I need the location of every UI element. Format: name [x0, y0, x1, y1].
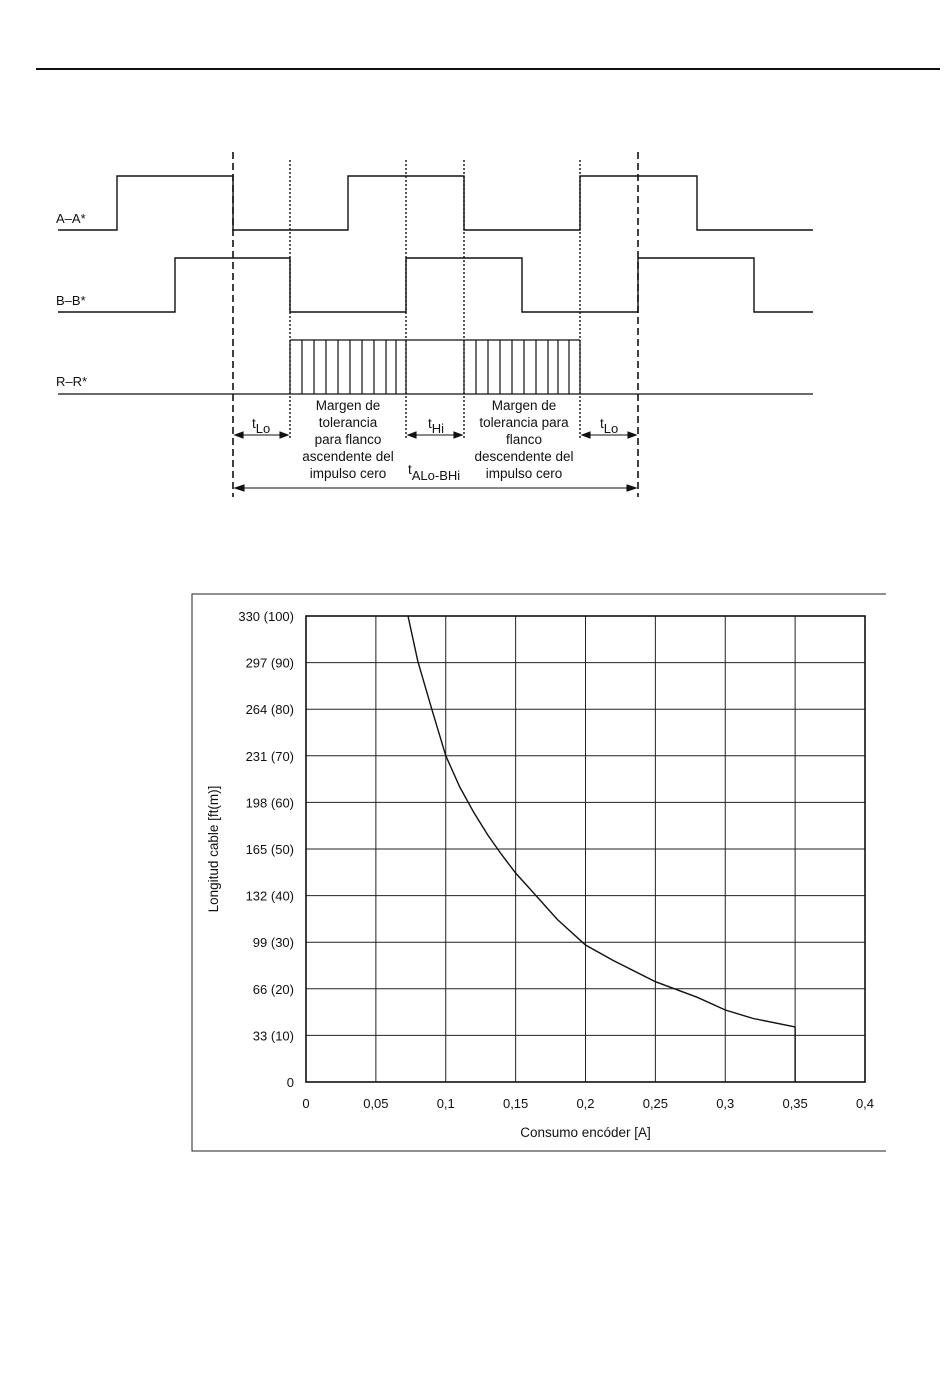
x-axis-label: Consumo encóder [A] — [520, 1125, 651, 1140]
svg-text:flanco: flanco — [505, 432, 543, 447]
series-line — [408, 616, 795, 1027]
svg-text:para flanco: para flanco — [314, 432, 382, 447]
y-tick-label: 198 (60) — [245, 795, 294, 811]
svg-text:impulso cero: impulso cero — [485, 466, 563, 481]
y-tick-label: 330 (100) — [238, 609, 294, 624]
x-tick-label: 0,2 — [576, 1096, 595, 1111]
signal-label-r: R–R* — [56, 374, 88, 389]
arrow-t-alo-bhi — [235, 485, 636, 491]
svg-text:descendente del: descendente del — [474, 449, 574, 464]
tolerance-block-rising — [290, 340, 406, 394]
waveform-a — [58, 176, 813, 230]
svg-text:tolerancia: tolerancia — [318, 415, 378, 430]
svg-text:tolerancia para: tolerancia para — [479, 415, 569, 430]
signal-label-a: A–A* — [56, 211, 86, 226]
y-tick-label: 99 (30) — [252, 935, 294, 951]
waveform-b — [58, 258, 813, 312]
tolerance-block-falling — [464, 340, 580, 394]
x-tick-label: 0,3 — [716, 1096, 735, 1111]
y-tick-label: 231 (70) — [245, 748, 294, 764]
signal-label-b: B–B* — [56, 293, 86, 308]
chart-frame — [192, 594, 886, 1151]
svg-text:Margen de: Margen de — [315, 398, 381, 413]
y-tick-label: 0 — [286, 1075, 294, 1090]
y-axis-label: Longitud cable [ft(m)] — [206, 785, 221, 913]
x-tick-label: 0,15 — [502, 1096, 529, 1111]
y-tick-label: 165 (50) — [245, 842, 294, 857]
timing-diagram — [0, 0, 950, 520]
x-tick-label: 0,4 — [855, 1096, 875, 1111]
label-t-lo-right: tLo — [600, 416, 619, 436]
annotation-falling-margin — [474, 398, 573, 481]
y-tick-label: 297 (90) — [245, 655, 294, 671]
svg-text:impulso cero: impulso cero — [309, 466, 387, 481]
y-tick-label: 33 (10) — [252, 1028, 294, 1044]
plot-area-border — [306, 616, 865, 1082]
y-tick-label: 264 (80) — [245, 702, 294, 718]
x-tick-label: 0,35 — [782, 1096, 808, 1111]
label-t-alo-bhi: tALo-BHi — [408, 462, 461, 483]
x-tick-label: 0,05 — [363, 1096, 389, 1111]
svg-text:ascendente del: ascendente del — [302, 449, 394, 464]
label-t-lo-left: tLo — [252, 416, 271, 436]
x-tick-label: 0,25 — [642, 1096, 669, 1111]
svg-text:Margen de: Margen de — [491, 398, 557, 413]
x-tick-label: 0,1 — [436, 1096, 455, 1111]
y-tick-label: 66 (20) — [252, 981, 294, 997]
y-tick-label: 132 (40) — [245, 888, 294, 904]
x-tick-label: 0 — [302, 1096, 310, 1111]
label-t-hi: tHi — [428, 416, 445, 436]
annotation-rising-margin — [302, 398, 394, 481]
